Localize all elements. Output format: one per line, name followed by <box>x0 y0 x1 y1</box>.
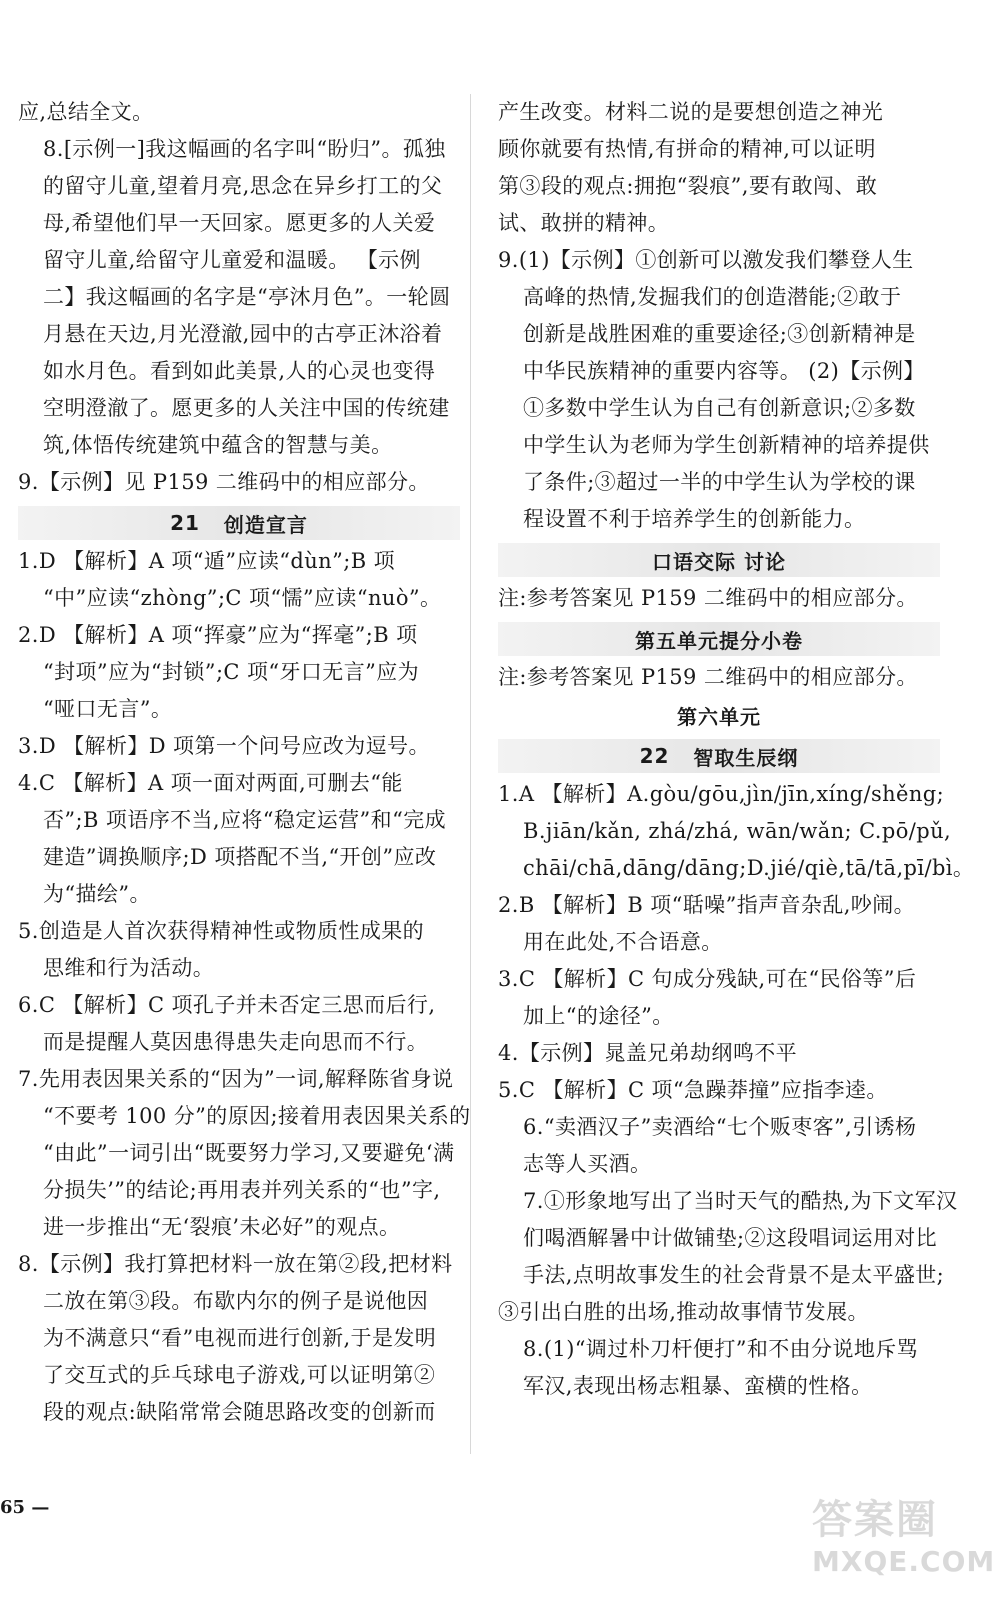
text-line: 二】我这幅画的名字是“亭沐月色”。一轮圆 <box>43 285 451 309</box>
text-line: 程设置不利于培养学生的创新能力。 <box>523 507 866 531</box>
text-line: 8.(1)“调过朴刀杆便打”和不由分说地斥骂 <box>523 1337 919 1361</box>
left-lines-b <box>18 543 471 1431</box>
page-number: 65 — <box>0 1497 50 1518</box>
text-line: 5.C 【解析】C 项“急躁莽撞”应指李逵。 <box>498 1078 888 1102</box>
section-title: 第五单元提分小卷 <box>635 628 803 653</box>
left-lines-a <box>18 94 460 501</box>
section-number: 22 <box>639 744 670 768</box>
text-line: “由此”一词引出“既要努力学习,又要避免‘满 <box>43 1141 455 1165</box>
text-line: 第③段的观点:拥抱“裂痕”,要有敢闯、敢 <box>498 174 878 198</box>
text-line: 加上“的途径”。 <box>523 1004 674 1028</box>
text-line: 否”;B 项语序不当,应将“稳定运营”和“完成 <box>43 808 446 832</box>
text-line: 的留守儿童,望着月亮,思念在异乡打工的父 <box>43 174 443 198</box>
text-line: 留守儿童,给留守儿童爱和温暖。 【示例 <box>43 248 421 272</box>
text-line: 8.【示例】我打算把材料一放在第②段,把材料 <box>18 1252 453 1276</box>
left-column <box>18 94 471 1431</box>
text-line: 应,总结全文。 <box>18 100 154 124</box>
watermark-logo <box>812 1488 996 1588</box>
section-heading-21 <box>18 506 460 540</box>
text-line: 筑,体悟传统建筑中蕴含的智慧与美。 <box>43 433 393 457</box>
text-line: 建造”调换顺序;D 项搭配不当,“开创”应改 <box>43 845 437 869</box>
text-line: 而是提醒人莫因患得患失走向思而不行。 <box>43 1030 429 1054</box>
text-line: 分损失’”的结论;再用表并列关系的“也”字, <box>43 1178 441 1202</box>
text-line: 创新是战胜困难的重要途径;③创新精神是 <box>523 322 916 346</box>
text-line: 7.①形象地写出了当时天气的酷热,为下文军汉 <box>523 1189 958 1213</box>
text-line: 产生改变。材料二说的是要想创造之神光 <box>498 100 884 124</box>
text-line: 为“描绘”。 <box>43 882 151 906</box>
text-line: 二放在第③段。布歇内尔的例子是说他因 <box>43 1289 429 1313</box>
text-line: “不要考 100 分”的原因;接着用表因果关系的 <box>43 1104 471 1128</box>
section-title: 智取生辰纲 <box>693 745 799 770</box>
right-lines-b <box>498 776 975 1405</box>
text-line: 手法,点明故事发生的社会背景不是太平盛世; <box>523 1263 945 1287</box>
section-title: 口语交际 讨论 <box>652 549 786 574</box>
text-line: ①多数中学生认为自己有创新意识;②多数 <box>523 396 916 420</box>
section-number: 21 <box>170 511 200 535</box>
text-line: 进一步推出“无‘裂痕’未必好”的观点。 <box>43 1215 401 1239</box>
text-line: 7.先用表因果关系的“因为”一词,解释陈省身说 <box>18 1067 454 1091</box>
text-line: 1.A 【解析】A.gòu/gōu,jìn/jīn,xíng/shěng; <box>498 782 945 806</box>
text-line: 8.[示例一]我这幅画的名字叫“盼归”。孤独 <box>43 137 446 161</box>
text-line: 空明澄澈了。愿更多的人关注中国的传统建 <box>43 396 450 420</box>
note-line: 注:参考答案见 P159 二维码中的相应部分。 <box>498 665 918 689</box>
unit-title: 第六单元 <box>677 704 761 729</box>
text-line: 9.(1)【示例】①创新可以激发我们攀登人生 <box>498 248 914 272</box>
text-line: 1.D 【解析】A 项“遁”应读“dùn”;B 项 <box>18 549 396 573</box>
text-line: 9.【示例】见 P159 二维码中的相应部分。 <box>18 470 430 494</box>
text-line: 试、敢拼的精神。 <box>498 211 670 235</box>
text-line: 志等人买酒。 <box>523 1152 652 1176</box>
text-line: 们喝酒解暑中计做铺垫;②这段唱词运用对比 <box>523 1226 938 1250</box>
text-line: 2.B 【解析】B 项“聒噪”指声音杂乱,吵闹。 <box>498 893 915 917</box>
watermark-logo-text: 答案圈 <box>812 1497 938 1543</box>
text-line: 月悬在天边,月光澄澈,园中的古亭正沐浴着 <box>43 322 443 346</box>
text-line: 用在此处,不合语意。 <box>523 930 723 954</box>
text-line: 4.C 【解析】A 项一面对两面,可删去“能 <box>18 771 403 795</box>
text-line: 3.C 【解析】C 句成分残缺,可在“民俗等”后 <box>498 967 917 991</box>
text-line: 段的观点:缺陷常常会随思路改变的创新而 <box>43 1400 436 1424</box>
text-line: chāi/chā,dāng/dāng;D.jié/qiè,tā/tā,pī/bì。 <box>523 856 975 880</box>
section-title: 创造宣言 <box>223 512 308 537</box>
text-line: “哑口无言”。 <box>43 697 173 721</box>
unit6-heading <box>498 696 940 734</box>
section-heading-unit5 <box>498 622 940 656</box>
text-line: 4.【示例】晁盖兄弟劫纲鸣不平 <box>498 1041 798 1065</box>
text-line: 军汉,表现出杨志粗暴、蛮横的性格。 <box>523 1374 873 1398</box>
text-line: “封项”应为“封锁”;C 项“牙口无言”应为 <box>43 660 420 684</box>
text-line: 5.创造是人首次获得精神性或物质性成果的 <box>18 919 425 943</box>
text-line: 如水月色。看到如此美景,人的心灵也变得 <box>43 359 436 383</box>
right-lines-a <box>498 94 940 538</box>
section-heading-oral <box>498 543 940 577</box>
text-line: 中华民族精神的重要内容等。 (2)【示例】 <box>523 359 925 383</box>
text-line: 了交互式的乒乓球电子游戏,可以证明第② <box>43 1363 436 1387</box>
text-line: 母,希望他们早一天回家。愿更多的人关爱 <box>43 211 436 235</box>
text-line: “中”应读“zhòng”;C 项“懦”应读“nuò”。 <box>43 586 442 610</box>
text-line: 中学生认为老师为学生创新精神的培养提供 <box>523 433 930 457</box>
watermark-site-text: MXQE.COM <box>812 1545 996 1578</box>
note-line: 注:参考答案见 P159 二维码中的相应部分。 <box>498 586 918 610</box>
text-line: 思维和行为活动。 <box>43 956 215 980</box>
text-line: 高峰的热情,发掘我们的创造潜能;②敢于 <box>523 285 902 309</box>
text-line: ③引出白胜的出场,推动故事情节发展。 <box>498 1300 869 1324</box>
text-line: 3.D 【解析】D 项第一个问号应改为逗号。 <box>18 734 430 758</box>
text-line: 顾你就要有热情,有拼命的精神,可以证明 <box>498 137 876 161</box>
section-heading-22 <box>498 739 940 773</box>
right-column <box>498 94 975 1405</box>
column-divider <box>470 94 471 1454</box>
text-line: 2.D 【解析】A 项“挥豪”应为“挥毫”;B 项 <box>18 623 418 647</box>
text-line: 6.C 【解析】C 项孔子并未否定三思而后行, <box>18 993 436 1017</box>
text-line: 为不满意只“看”电视而进行创新,于是发明 <box>43 1326 437 1350</box>
text-line: B.jiān/kǎn, zhá/zhá, wān/wǎn; C.pō/pǔ, <box>523 819 952 843</box>
text-line: 6.“卖酒汉子”卖酒给“七个贩枣客”,引诱杨 <box>523 1115 917 1139</box>
text-line: 了条件;③超过一半的中学生认为学校的课 <box>523 470 916 494</box>
